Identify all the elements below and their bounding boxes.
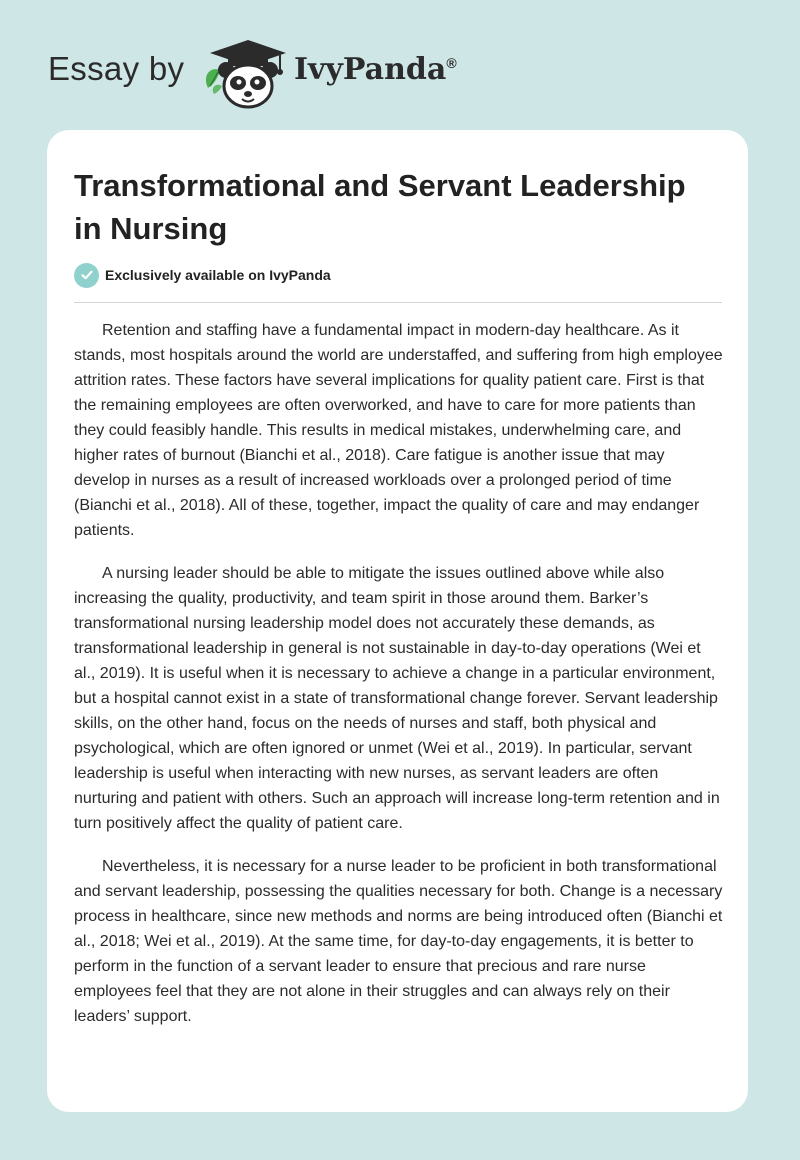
paragraph-2: A nursing leader should be able to mitigate the issues outlined above while also increasing the quality, productivity, and team spirit in those around them. Barker’s transformational nursing leadership model does not accurately these demands, as transformational leadership in general is not sustainable in day-to-day operations (Wei et al., 2019). It is useful when it is necessary to achieve a change in a particular environment, but a hospital cannot exist in a state of transformational change forever. Servant leadership skills, on the other hand, focus on the needs of nurses and staff, both physical and psychological, which are often ignored or unmet (Wei et al., 2019). In particular, servant leadership is useful when interacting with new nurses, as servant leaders are often nurturing and patient with others. Such an approach will increase long-term retention and in turn positively affect the quality of patient care. bbox=[74, 565, 720, 832]
divider bbox=[74, 302, 722, 303]
registered-mark: ® bbox=[446, 55, 457, 71]
paragraph-3: Nevertheless, it is necessary for a nurse leader to be proficient in both transformational and servant leadership, possessing the qualities necessary for both. Change is a necessary process in healthcare, since new methods and norms are being introduced often (Bianchi et al., 2018; Wei et al., 2019). At the same time, for day-to-day engagements, it is better to perform in the function of a servant leader to ensure that precious and rare nurse employees feel that they are not alone in their struggles and can always rely on their leaders’ support. bbox=[74, 858, 723, 1025]
exclusive-badge bbox=[74, 262, 331, 288]
panda-graduate-logo-icon[interactable] bbox=[200, 36, 296, 110]
site-header bbox=[0, 0, 800, 130]
essay-card bbox=[47, 130, 748, 1112]
essay-body bbox=[74, 318, 724, 1047]
essay-by-label: Essay by bbox=[48, 50, 185, 87]
ivypanda-brand[interactable] bbox=[294, 52, 457, 87]
brand-name-text: IvyPanda bbox=[294, 52, 447, 87]
check-circle-icon bbox=[74, 263, 99, 288]
exclusive-badge-text: Exclusively available on IvyPanda bbox=[105, 267, 331, 283]
paragraph-1: Retention and staffing have a fundamental impact in modern-day healthcare. As it stands, most hospitals around the world are understaffed, and suffering from high employee attrition rates. These factors have several implications for quality patient care. First is that the remaining employees are often overworked, and have to care for more patients than they could feasibly handle. This results in medical mistakes, underwhelming care, and higher rates of burnout (Bianchi et al., 2018). Care fatigue is another issue that may develop in nurses as a result of increased workloads over a prolonged period of time (Bianchi et al., 2018). All of these, together, impact the quality of care and may endanger patients. bbox=[74, 322, 723, 539]
essay-title: Transformational and Servant Leadership in Nursing bbox=[74, 168, 686, 246]
